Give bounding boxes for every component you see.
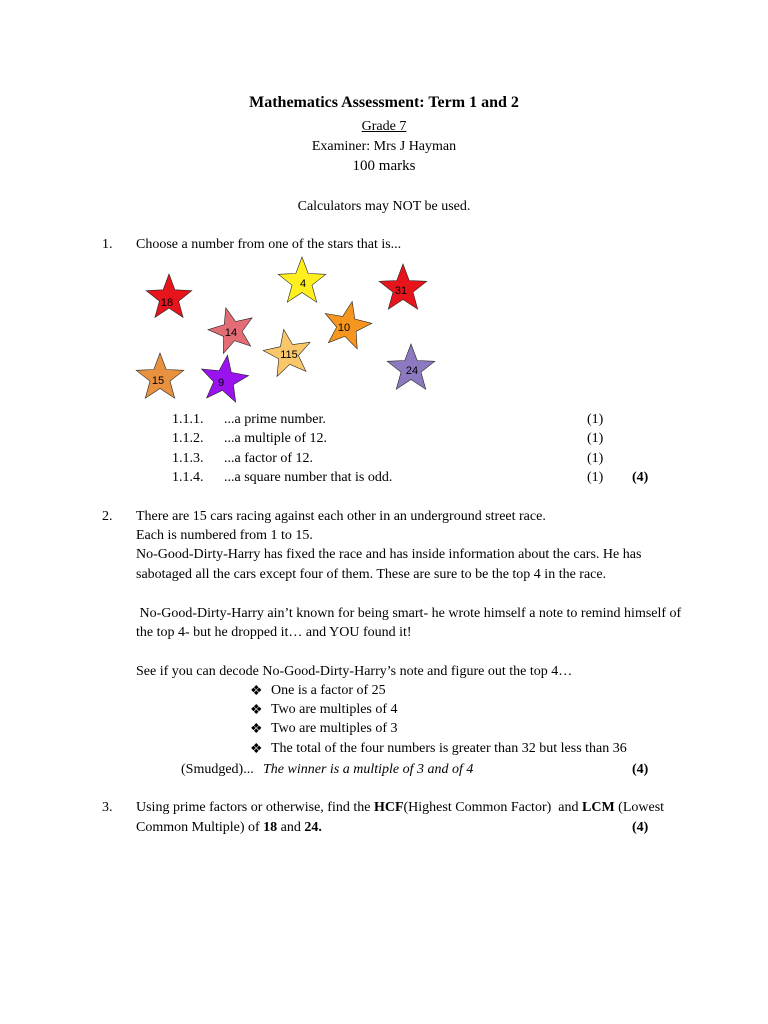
question-1-number: 1.	[102, 237, 113, 252]
part-number: 1.1.1.	[172, 412, 204, 427]
question-2-line: There are 15 cars racing against each other in an underground street race.	[136, 509, 546, 524]
question-2-line: the top 4- but he dropped it… and YOU found it!	[136, 625, 412, 640]
question-3-total: (4)	[632, 820, 649, 835]
star-115	[263, 329, 310, 376]
star-4	[278, 257, 326, 302]
question-3-number: 3.	[102, 800, 113, 815]
star-label: 31	[394, 285, 408, 297]
question-2-number: 2.	[102, 509, 113, 524]
star-label: 115	[280, 349, 298, 361]
winner-clue: The winner is a multiple of 3 and of 4	[263, 762, 474, 777]
part-number: 1.1.4.	[172, 470, 204, 485]
question-2-line: No-Good-Dirty-Harry has fixed the race and has inside information about the cars. He has	[136, 547, 642, 562]
star-label: 4	[299, 278, 307, 290]
question-2-line: sabotaged all the cars except four of them. These are sure to be the top 4 in the race.	[136, 567, 607, 582]
total-marks: 100 marks	[352, 158, 416, 174]
part-text: ...a square number that is odd.	[224, 470, 393, 485]
diamond-bullet-icon: ❖	[250, 722, 263, 737]
number-24: 24.	[304, 820, 322, 835]
question-2-line: No-Good-Dirty-Harry ain’t known for being smart- he wrote himself a note to remind himself of	[136, 606, 682, 621]
star-label: 18	[160, 297, 174, 309]
part-number: 1.1.2.	[172, 431, 204, 446]
page-title: Mathematics Assessment: Term 1 and 2	[249, 94, 519, 111]
part-text: ...a prime number.	[224, 412, 326, 427]
grade-label: Grade 7	[361, 119, 407, 134]
clue-item: One is a factor of 25	[271, 683, 386, 698]
star-31	[379, 264, 427, 309]
part-mark: (1)	[587, 431, 604, 446]
question-1-prompt: Choose a number from one of the stars that is...	[136, 237, 402, 252]
question-2-total: (4)	[632, 762, 649, 777]
hcf-term: HCF	[373, 800, 404, 815]
star-label: 24	[405, 365, 419, 377]
question-2-line: See if you can decode No-Good-Dirty-Harry’s note and figure out the top 4…	[136, 664, 573, 679]
question-1-total: (4)	[632, 470, 649, 485]
star-label: 15	[151, 375, 165, 387]
part-mark: (1)	[587, 412, 604, 427]
calculator-notice: Calculators may NOT be used.	[297, 199, 471, 214]
diamond-bullet-icon: ❖	[250, 703, 263, 718]
part-mark: (1)	[587, 451, 604, 466]
part-mark: (1)	[587, 470, 604, 485]
q3-text: Using prime factors or otherwise, find the	[136, 800, 374, 815]
part-text: ...a multiple of 12.	[224, 431, 328, 446]
number-18: 18	[263, 820, 278, 835]
smudged-label: (Smudged)...	[181, 762, 254, 777]
clue-item: Two are multiples of 4	[271, 702, 398, 717]
q3-text: Common Multiple) of	[136, 820, 264, 835]
star-9	[202, 355, 249, 402]
star-label: 10	[337, 322, 351, 334]
clue-item: The total of the four numbers is greater than 32 but less than 36	[271, 741, 627, 756]
stars-figure	[0, 0, 768, 420]
question-3-line-2	[136, 820, 322, 836]
q3-text: and	[277, 820, 305, 835]
star-15	[136, 353, 184, 398]
question-3-line-1	[136, 800, 664, 816]
star-18	[146, 274, 192, 317]
q3-text: (Highest Common Factor) and	[403, 800, 582, 815]
star-14	[208, 308, 252, 354]
question-2-line: Each is numbered from 1 to 15.	[136, 528, 313, 543]
lcm-term: LCM	[582, 800, 615, 815]
part-number: 1.1.3.	[172, 451, 204, 466]
star-10	[325, 302, 372, 349]
q3-text: (Lowest	[614, 800, 665, 815]
star-label: 14	[224, 327, 238, 339]
part-text: ...a factor of 12.	[224, 451, 314, 466]
examiner-label: Examiner: Mrs J Hayman	[311, 139, 457, 154]
clue-item: Two are multiples of 3	[271, 721, 398, 736]
star-24	[387, 344, 435, 389]
star-label: 9	[217, 377, 225, 389]
diamond-bullet-icon: ❖	[250, 684, 263, 699]
diamond-bullet-icon: ❖	[250, 742, 263, 757]
